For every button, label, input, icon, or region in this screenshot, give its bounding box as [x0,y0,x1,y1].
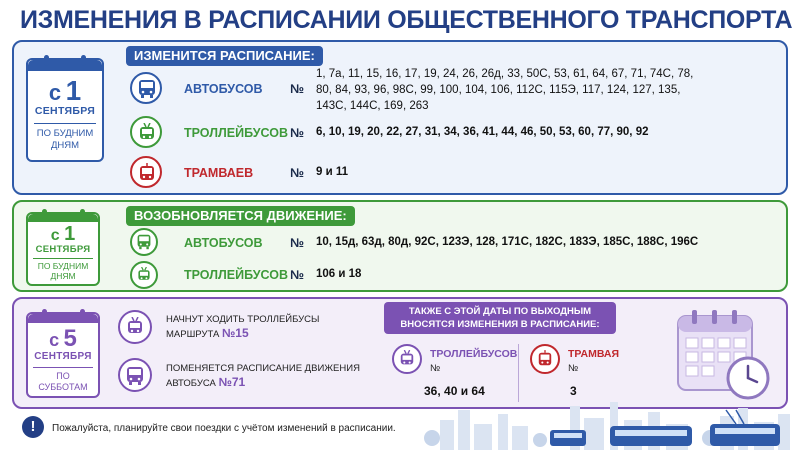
calendar-month: СЕНТЯБРЯ [35,244,91,255]
trolleybus-icon [130,261,158,289]
section-header-service-resumes: ВОЗОБНОВЛЯЕТСЯ ДВИЖЕНИЕ: [126,206,355,226]
weekend-tram-routes: 3 [570,384,577,398]
bus-icon [118,358,152,392]
calendar-sep-1-weekdays [26,212,100,286]
calendar-day: 1 [64,223,76,245]
trolleybus-routes: 6, 10, 19, 20, 22, 27, 31, 34, 36, 41, 44, 46, 50, 53, 60, 77, 90, 92 [316,126,649,138]
calendar-note: ПО СУББОТАМ [33,367,93,393]
footer-note: Пожалуйста, планируйте свои поездки с учётом изменений в расписании. [52,423,396,434]
calendar-prefix: с [49,330,60,350]
new-trolleybus-route-label: МАРШРУТА №15 [166,326,249,340]
calendar-note: ПО БУДНИМ ДНЯМ [33,258,93,281]
number-sign: № [430,363,441,374]
section-header-schedule-change: ИЗМЕНИТСЯ РАСПИСАНИЕ: [126,46,323,66]
number-sign: № [290,126,304,140]
calendar-note: ПО БУДНИМ ДНЯМ [34,123,96,152]
bus-icon [130,228,158,256]
divider [518,344,519,402]
calendar-sep-5-saturdays [26,312,100,398]
number-sign: № [290,268,304,282]
new-trolleybus-route-number: №15 [221,326,249,340]
city-skyline-illustration [420,398,800,450]
trolleybus-icon [392,344,422,374]
bus-schedule-change-route-label: АВТОБУСА №71 [166,375,246,389]
weekend-trolleybus-routes: 36, 40 и 64 [424,384,485,398]
bus-schedule-change-route-number: №71 [218,375,246,389]
trolleybus-icon [118,310,152,344]
calendar-day: 1 [65,75,82,106]
calendar-day: 5 [63,325,77,352]
trolleybus-label: ТРОЛЛЕЙБУСОВ [184,126,288,140]
bus-schedule-change-text: ПОМЕНЯЕТСЯ РАСПИСАНИЕ ДВИЖЕНИЯ [166,363,360,374]
number-sign: № [290,82,304,96]
bus-routes: 10, 15д, 63д, 80д, 92С, 123Э, 128, 171С, 182С, 183Э, 185С, 188С, 196С [316,236,699,248]
calendar-clock-illustration [664,306,778,402]
tram-label: ТРАМВАЕВ [184,166,254,180]
calendar-prefix: с [48,80,62,105]
weekend-changes-header: ТАКЖЕ С ЭТОЙ ДАТЫ ПО ВЫХОДНЫМ ВНОСЯТСЯ ИЗМЕНЕНИЯ В РАСПИСАНИЕ: [384,302,616,334]
new-trolleybus-text: НАЧНУТ ХОДИТЬ ТРОЛЛЕЙБУСЫ [166,314,320,325]
trolleybus-icon [130,116,162,148]
tram-icon [530,344,560,374]
bus-icon [130,72,162,104]
bus-label: АВТОБУСОВ [184,236,263,250]
tram-icon [130,156,162,188]
weekend-trolleybus-label: ТРОЛЛЕЙБУСОВ [430,348,518,360]
weekend-tram-label: ТРАМВАЯ [568,348,620,360]
bus-label: АВТОБУСОВ [184,82,263,96]
calendar-month: СЕНТЯБРЯ [34,105,96,117]
calendar-month: СЕНТЯБРЯ [34,351,92,362]
number-sign: № [290,166,304,180]
trolleybus-routes: 106 и 18 [316,268,362,280]
tram-routes: 9 и 11 [316,166,349,178]
calendar-sep-1-weekdays [26,58,104,162]
page-title: ИЗМЕНЕНИЯ В РАСПИСАНИИ ОБЩЕСТВЕННОГО ТРАНСПОРТА [20,6,793,34]
exclamation-icon: ! [22,416,44,438]
trolleybus-label: ТРОЛЛЕЙБУСОВ [184,268,288,282]
bus-routes: 1, 7а, 11, 15, 16, 17, 19, 24, 26, 26д, 33, 50С, 53, 61, 64, 67, 71, 74С, 78, 80, 84, 93, 96, 98С, 99, 100, 104, 106, 112С, 115Э, 117, 124, 127, 135, 143С, 144С, 169, 263 [316,68,694,112]
calendar-prefix: с [50,227,60,244]
number-sign: № [568,363,579,374]
number-sign: № [290,236,304,250]
